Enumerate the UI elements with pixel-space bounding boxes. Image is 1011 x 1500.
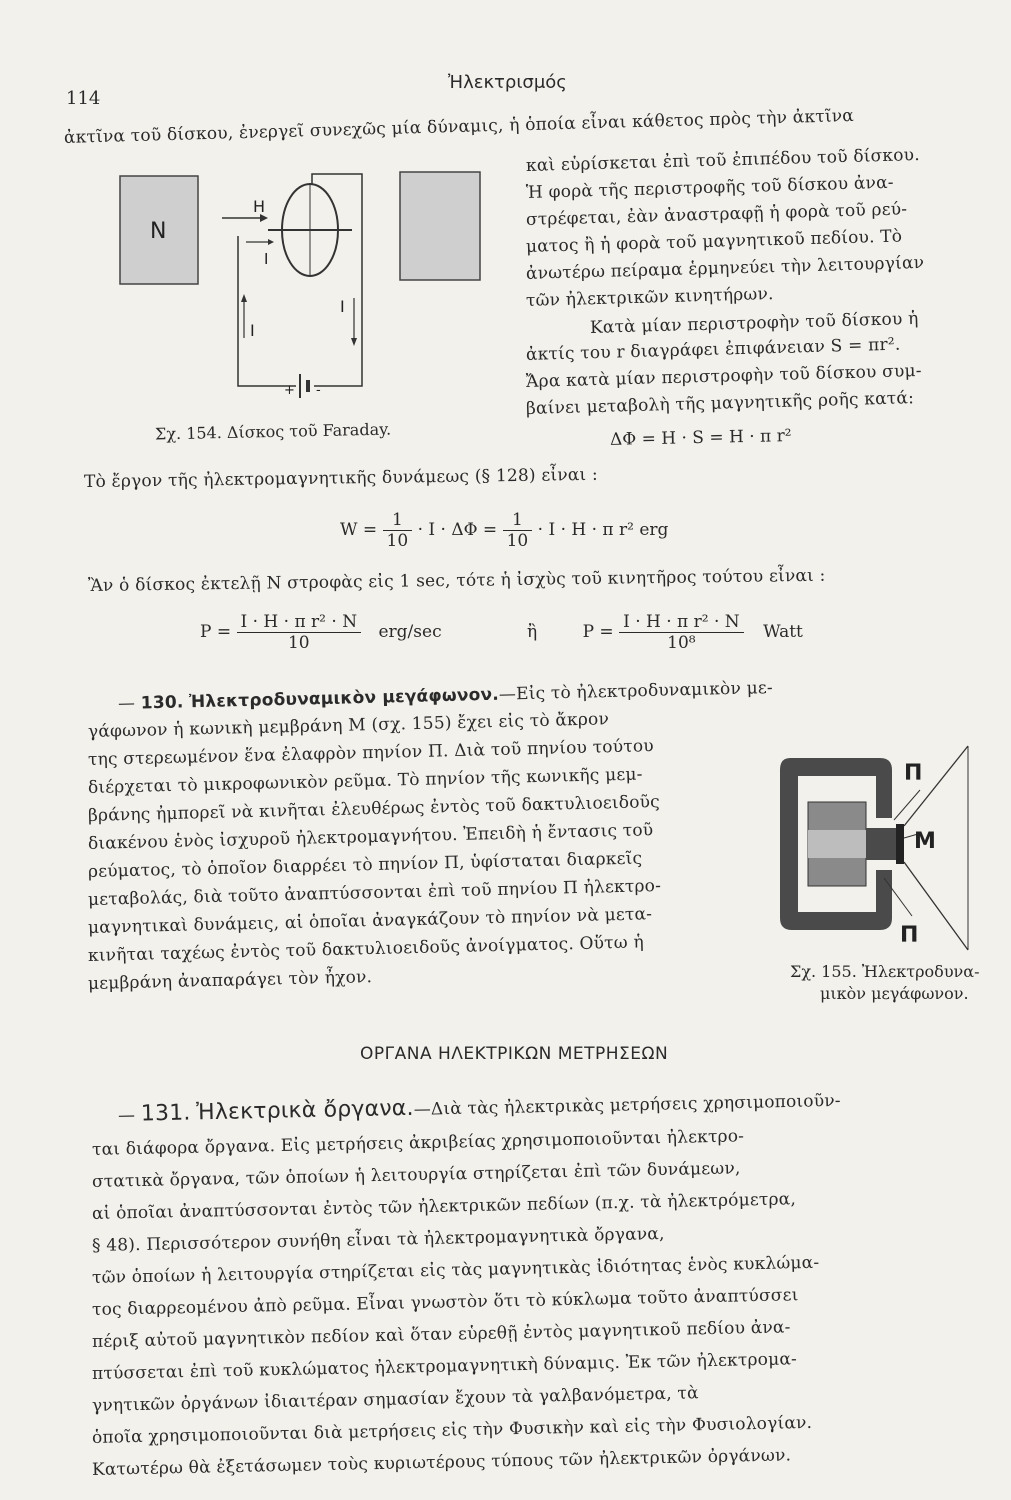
text-line: τῶν ὁποίων ἡ λειτουργία στηρίζεται εἰς τὰς μαγνητικὰς ἰδιότητας ἑνὸς κυκλώμα-	[91, 1252, 820, 1288]
text-line: § 48). Περισσότερον συνήθη εἶναι τὰ ἠλεκτρομαγνητικὰ ὄργανα,	[91, 1224, 665, 1256]
figure-caption: Σχ. 154. Δίσκος τοῦ Faraday.	[154, 419, 392, 444]
text-line: ἀνωτέρω πείραμα ἑρμηνεύει τὴν λειτουργίαν	[525, 252, 925, 284]
fraction-denominator: 10	[237, 632, 362, 653]
text-line: διέρχεται τὸ μικροφωνικὸν ρεῦμα. Τὸ πηνίον τῆς κωνικῆς μεμ-	[87, 764, 643, 798]
fraction-denominator: 10⁸	[619, 632, 744, 653]
power-formula	[200, 612, 803, 653]
running-title: Ἠλεκτρισμός	[448, 72, 567, 93]
text-line: μεταβολάς, διὰ τοῦτο ἀναπτύσσονται ἐπὶ τοῦ πηνίου Π ἠλεκτρο-	[87, 875, 662, 910]
text-line: ται διάφορα ὄργανα. Εἰς μετρήσεις ἀκριβείας χρησιμοποιοῦνται ἠλεκτρο-	[91, 1126, 745, 1160]
label-membrane: M	[914, 829, 936, 854]
text-line: στρέφεται, ἐὰν ἀναστραφῇ ἡ φορὰ τοῦ ρεύ-	[525, 199, 908, 230]
text-line: ὁποῖα χρησιμοποιοῦνται διὰ μετρήσεις εἰς τὴν Φυσικὴν καὶ εἰς τὴν Φυσιολογίαν.	[91, 1412, 813, 1448]
text-line: ματος ἢ ἡ φορὰ τοῦ μαγνητικοῦ πεδίου. Τὸ	[525, 226, 903, 257]
label-H: H	[253, 197, 266, 216]
unit: erg/sec	[378, 622, 442, 642]
magnet-pole-right	[400, 172, 480, 280]
text-line: Ἡ φορὰ τῆς περιστροφῆς τοῦ δίσκου ἀνα-	[525, 172, 894, 203]
text-line: Τὸ ἔργον τῆς ἠλεκτρομαγνητικῆς δυνάμεως (§ 128) εἶναι :	[83, 464, 599, 492]
text-line: ρεύματος, τὸ ὁποῖον διαρρέει τὸ πηνίον Π, ὑφίσταται διαρκεῖς	[87, 848, 643, 882]
unit: Watt	[763, 622, 803, 642]
section-number: 130.	[140, 692, 184, 714]
text-line: κινῆται ταχέως ἐντὸς τοῦ δακτυλιοειδοῦς ἀνοίγματος. Οὕτω ἡ	[87, 932, 645, 966]
text-line: μεμβράνη ἀναπαράγει τὸν ἦχον.	[87, 967, 373, 994]
label-coil-bottom: Π	[900, 923, 919, 948]
fraction-numerator: I · H · π r² · N	[623, 612, 740, 632]
label-I: I	[250, 321, 255, 340]
figure-caption: Σχ. 155. Ἠλεκτροδυνα-	[790, 962, 980, 981]
section-131-heading-line	[118, 1087, 841, 1127]
formula-lhs: W =	[340, 520, 378, 540]
figure-caption: μικὸν μεγάφωνον.	[820, 984, 969, 1003]
text-line: Κατωτέρω θὰ ἐξετάσωμεν τοὺς κυριωτέρους τύπους τῶν ἠλεκτρικῶν ὀργάνων.	[91, 1445, 792, 1480]
text-line: ἀκτῖνα τοῦ δίσκου, ἐνεργεῖ συνεχῶς μία δύναμις, ἡ ὁποία εἶναι κάθετος πρὸς τὴν ἀκτῖνα	[63, 105, 855, 148]
text-line: Ἂν ὁ δίσκος ἐκτελῇ N στροφὰς εἰς 1 sec, τότε ἡ ἰσχὺς τοῦ κινητῆρος τούτου εἶναι :	[87, 565, 826, 596]
loudspeaker-figure	[772, 738, 1002, 966]
text-line: της στερεωμένον ἕνα ἐλαφρὸν πηνίον Π. Διὰ τοῦ πηνίου τούτου	[87, 736, 655, 770]
faraday-disk-figure	[118, 168, 498, 408]
text-line: αἱ ὁποῖαι ἀναπτύσσονται ἐντὸς τῶν ἠλεκτρικῶν πεδίων (π.χ. τὰ ἠλεκτρόμετρα,	[91, 1189, 797, 1224]
fraction-numerator: 1	[512, 510, 523, 530]
text-line: βαίνει μεταβολὴ τῆς μαγνητικῆς ροῆς κατά:	[525, 388, 915, 419]
section-130-heading-line	[118, 678, 773, 714]
text-line: —Εἰς τὸ ἠλεκτροδυναμικὸν με-	[498, 677, 774, 705]
text-line: βράνης ἠμπορεῖ νὰ κινῆται ἐλευθέρως ἐντὸς τοῦ δακτυλιοειδοῦς	[87, 792, 661, 826]
label-I: I	[264, 250, 269, 268]
label-plus: +	[284, 383, 295, 398]
fraction	[237, 612, 362, 653]
text-line: διακένου ἑνὸς ἰσχυροῦ ἠλεκτρομαγνήτου. Ἐπειδὴ ἡ ἔντασις τοῦ	[87, 820, 654, 854]
fraction-denominator: 10	[503, 530, 533, 551]
section-title: Ἠλεκτρικὰ ὄργανα.	[195, 1095, 414, 1126]
label-N: N	[150, 219, 167, 244]
text-line: μαγνητικαὶ δυνάμεις, αἱ ὁποῖαι ἀναγκάζουν τὸ πηνίον νὰ μετα-	[87, 904, 653, 938]
text-line: ἀκτίς του r διαγράφει ἐπιφάνειαν S = πr².	[525, 334, 901, 365]
formula-rhs: · I · H · π r² erg	[537, 520, 669, 540]
section-dash: —	[117, 1105, 142, 1126]
text-line: στατικὰ ὄργανα, τῶν ὁποίων ἡ λειτουργία στηρίζεται ἐπὶ τῶν δυνάμεων,	[91, 1158, 741, 1192]
text-line: γνητικῶν ὀργάνων ἰδιαιτέραν σημασίαν ἔχουν τὰ γαλβανόμετρα, τὰ	[91, 1383, 699, 1416]
text-line: πτύσσεται ἐπὶ τοῦ κυκλώματος ἠλεκτρομαγνητικὴ δύναμις. Ἐκ τῶν ἠλεκτρομα-	[91, 1349, 798, 1384]
cone-membrane	[904, 746, 968, 826]
text-line: —Διὰ τὰς ἠλεκτρικὰς μετρήσεις χρησιμοποιοῦν-	[413, 1090, 841, 1120]
section-number: 131.	[140, 1100, 191, 1127]
fraction	[503, 510, 533, 551]
text-line: τῶν ἠλεκτρικῶν κινητήρων.	[525, 284, 774, 311]
text-line: γάφωνον ἡ κωνικὴ μεμβράνη M (σχ. 155) ἔχει εἰς τὸ ἄκρον	[87, 709, 610, 742]
formula-lhs: P =	[582, 622, 614, 642]
text-line: Κατὰ μίαν περιστροφὴν τοῦ δίσκου ἡ	[589, 308, 919, 338]
page-number: 114	[66, 88, 101, 109]
formula-lhs: P =	[200, 622, 232, 642]
work-formula	[340, 510, 668, 551]
label-minus: -	[316, 383, 321, 398]
section-dash: —	[117, 693, 142, 714]
chapter-heading: ΟΡΓΑΝΑ ΗΛΕΚΤΡΙΚΩΝ ΜΕΤΡΗΣΕΩΝ	[360, 1044, 669, 1064]
text-line: τος διαρρεομένου ἀπὸ ρεῦμα. Εἶναι γνωστὸν ὅτι τὸ κύκλωμα τοῦτο ἀναπτύσσει	[91, 1285, 799, 1320]
fraction-denominator: 10	[383, 530, 413, 551]
text-line: πέριξ αὐτοῦ μαγνητικὸν πεδίον καὶ ὅταν εὑρεθῇ ἐντὸς μαγνητικοῦ πεδίου ἀνα-	[91, 1317, 791, 1352]
fraction	[619, 612, 744, 653]
label-I: I	[340, 297, 345, 316]
label-coil-top: Π	[904, 761, 923, 786]
text-line: Ἄρα κατὰ μίαν περιστροφὴν τοῦ δίσκου συμ-	[525, 360, 922, 392]
delta-phi-formula: ΔΦ = H · S = H · π r²	[609, 426, 792, 450]
text-line: καὶ εὑρίσκεται ἐπὶ τοῦ ἐπιπέδου τοῦ δίσκου.	[525, 145, 921, 176]
fraction	[383, 510, 413, 551]
section-title: Ἠλεκτροδυναμικὸν μεγάφωνον.	[188, 684, 500, 713]
fraction-numerator: I · H · π r² · N	[240, 612, 358, 632]
fraction-numerator: 1	[391, 510, 403, 530]
conjunction: ἢ	[527, 622, 538, 642]
formula-mid: · I · ΔΦ =	[417, 520, 498, 540]
